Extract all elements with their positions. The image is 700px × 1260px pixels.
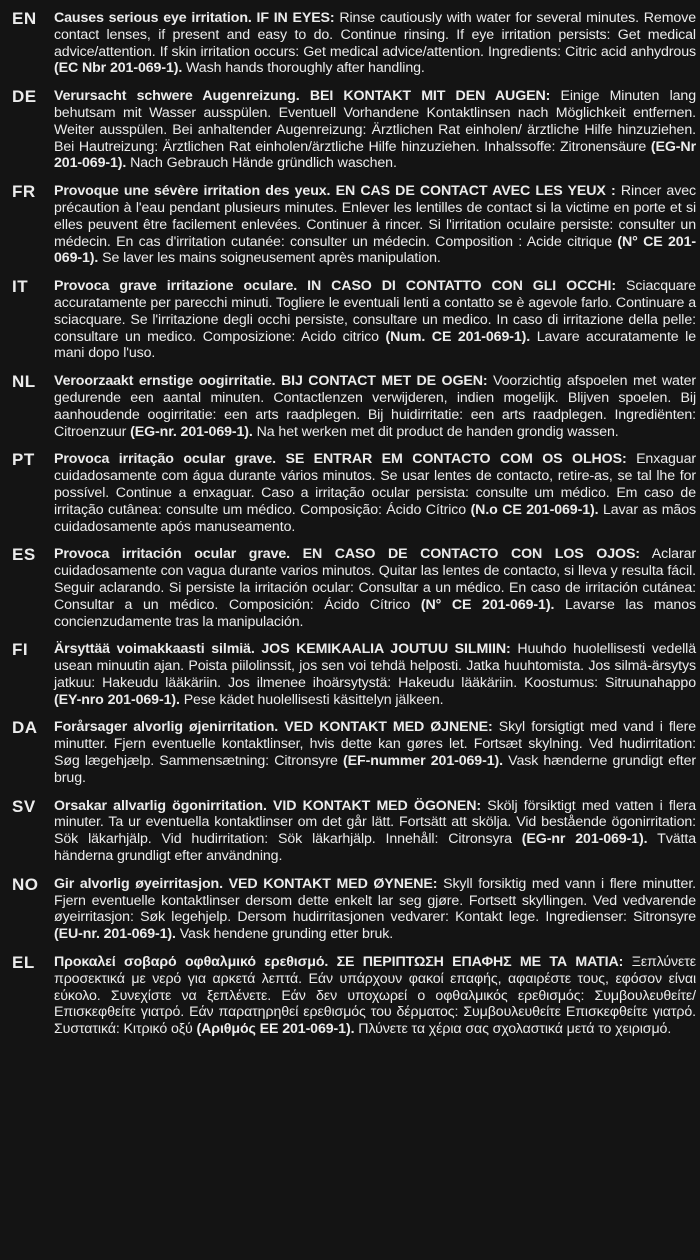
language-code: PT	[12, 450, 35, 470]
language-code: NL	[12, 372, 36, 392]
closing-text: Tvätta händerna grundligt efter användning.	[54, 831, 696, 865]
instruction-heading: JOS KEMIKAALIA JOUTUU SILMIIN:	[261, 641, 511, 658]
section-fi	[12, 641, 696, 708]
safety-text	[54, 641, 696, 708]
instruction-body: Skölj försiktigt med vatten i flera minuter. Ta ur eventuella kontaktlinser om det går lätt. Fortsätt att skölja. Vid bestående ögonirritation: Sök läkarhjälp. Vid hudirritation: Sök läkarhjälp. Innehåll: Citronsyra	[54, 797, 697, 848]
closing-text: Pese kädet huolellisesti käsittelyn jälkeen.	[183, 691, 444, 708]
instruction-body: Skyll forsiktig med vann i flere minutter. Fjern eventuelle kontaktlinser dersom dette enkelt lar seg gjøre. Fortsett skyllingen. Ved vedvarende øyeirritasjon: Søk legehjelp. Dersom hudirritasjonen vedvarer: Kontakt lege. Ingredienser: Sitronsyre	[54, 875, 696, 926]
ec-number: (EY-nro 201-069-1).	[54, 691, 180, 708]
section-fr	[12, 183, 696, 267]
language-code: FR	[12, 182, 36, 202]
safety-text	[54, 451, 696, 535]
instruction-body: Ξεπλύνετε προσεκτικά με νερό για αρκετά λεπτά. Εάν υπάρχουν φακοί επαφής, αφαιρέστε τους, εφόσον είναι εύκολο. Συνεχίστε να ξεπλένετε. Εάν δεν υποχωρεί ο οφθαλμικός ερεθισμός: Συμβουλευθείτε/Επισκεφθείτε γιατρό. Εάν παρατηρηθεί ερεθισμός του δέρματος: Συμβουλευθείτε Επισκεφθείτε γιατρό. Συστατικά: Κιτρικό οξύ	[54, 954, 696, 1038]
safety-text	[54, 373, 696, 440]
language-code: EN	[12, 9, 37, 28]
language-code: FI	[12, 640, 29, 660]
hazard-statement: Provoca grave irritazione oculare.	[54, 278, 298, 295]
hazard-statement: Provoca irritação ocular grave.	[54, 451, 276, 468]
instruction-heading: VED KONTAKT MED ØJNENE:	[284, 719, 493, 736]
section-el	[12, 954, 696, 1038]
section-sv	[12, 798, 696, 865]
ec-number: (EF-nummer 201-069-1).	[343, 753, 503, 770]
section-pt	[12, 451, 696, 535]
closing-text: Vask hænderne grundigt efter brug.	[54, 753, 696, 786]
hazard-statement: Causes serious eye irritation.	[54, 10, 252, 26]
instruction-heading: BEI KONTAKT MIT DEN AUGEN:	[309, 88, 551, 105]
language-code: SV	[12, 796, 36, 816]
instruction-heading: SE ENTRAR EM CONTACTO COM OS OLHOS:	[285, 451, 627, 468]
ec-number: (EG-nr. 201-069-1).	[130, 423, 253, 440]
ec-number: (EU-nr. 201-069-1).	[54, 926, 176, 943]
ec-number: (EG-nr 201-069-1).	[521, 831, 648, 848]
instruction-heading: EN CAS DE CONTACT AVEC LES YEUX :	[335, 183, 616, 200]
closing-text: Wash hands thoroughly after handling.	[186, 60, 425, 77]
safety-text	[54, 719, 696, 786]
ec-number: (Αριθμός ΕΕ 201-069-1).	[196, 1021, 355, 1038]
closing-text: Na het werken met dit product de handen grondig wassen.	[256, 423, 619, 440]
section-da	[12, 719, 696, 786]
instruction-body: Huuhdo huolellisesti vedellä usean minuutin ajan. Poista piilolinssit, jos sen voi tehdä helposti. Jatka huuhtomista. Jos silmä-ärsytys jatkuu: Hakeudu lääkäriin. Jos ilmenee ihoärsytystä: Hakeudu lääkäriin. Koostumus: Sitruunahappo	[54, 641, 697, 691]
instruction-body: Enxaguar cuidadosamente com água durante vários minutos. Se usar lentes de contacto, retire-as, se tal lhe for possível. Continue a enxaguar. Caso a irritação ocular persista: consulte um médico. Em caso de irritação cutânea: consulte um médico. Composição: Ácido Cítrico	[54, 451, 696, 518]
instruction-body: Skyl forsigtigt med vand i flere minutter. Fjern eventuelle kontaktlinser, hvis dette kan gøres let. Fortsæt skylning. Ved hudirritation: Søg lægehjælp. Sammensætning: Citronsyre	[54, 719, 697, 770]
ec-number: (EC Nbr 201-069-1).	[54, 60, 183, 77]
language-code: NO	[12, 874, 39, 894]
language-code: DE	[12, 87, 37, 107]
section-it	[12, 278, 696, 362]
instruction-body: Sciacquare accuratamente per parecchi minuti. Togliere le eventuali lenti a contatto se è agevole farlo. Continuare a sciacquare. Se l'irritazione degli occhi persiste, consultare un medico. In caso di irritazione della pelle: consultare un medico. Composizione: Acido citrico	[54, 278, 697, 345]
hazard-statement: Provoque une sévère irritation des yeux.	[54, 183, 331, 200]
safety-text	[54, 798, 696, 865]
hazard-statement: Gir alvorlig øyeirritasjon.	[54, 875, 223, 892]
ec-number: (Num. CE 201-069-1).	[385, 328, 531, 345]
instruction-heading: VID KONTAKT MED ÖGONEN:	[273, 797, 482, 814]
closing-text: Lavar as mãos cuidadosamente após manuseamento.	[54, 501, 696, 535]
hazard-statement: Προκαλεί σοβαρό οφθαλμικό ερεθισμό.	[54, 954, 329, 971]
hazard-statement: Forårsager alvorlig øjenirritation.	[54, 719, 279, 736]
closing-text: Se laver les mains soigneusement après manipulation.	[102, 250, 441, 267]
safety-text	[54, 876, 696, 943]
closing-text: Πλύνετε τα χέρια σας σχολαστικά μετά το χειρισμό.	[358, 1021, 672, 1038]
instruction-heading: IF IN EYES:	[256, 10, 335, 26]
section-de	[12, 88, 696, 172]
instruction-body: Voorzichtig afspoelen met water gedurende een aantal minuten. Contactlenzen verwijderen, indien mogelijk. Blijven spoelen. Bij aanhoudende oogirritatie: een arts raadplegen. Bij huidirritatie: een arts raadplegen. Ingrediënten: Citroenzuur	[54, 373, 697, 440]
safety-text	[54, 183, 696, 267]
instruction-heading: VED KONTAKT MED ØYNENE:	[228, 875, 438, 892]
instruction-heading: IN CASO DI CONTATTO CON GLI OCCHI:	[307, 278, 616, 295]
instruction-heading: ΣΕ ΠΕΡΙΠΤΩΣΗ ΕΠΑΦΗΣ ΜΕ ΤΑ ΜΑΤΙΑ:	[336, 954, 624, 971]
safety-text	[54, 278, 696, 362]
hazard-statement: Provoca irritación ocular grave.	[54, 546, 291, 563]
ec-number: (EG-Nr 201-069-1).	[54, 138, 696, 172]
language-code: IT	[12, 277, 29, 297]
instruction-body: Rincer avec précaution à l'eau pendant plusieurs minutes. Enlever les lentilles de contact si la victime en porte et si elles peuvent être facilement enlevées. Continuer à rincer. Si l'irritation oculaire persiste: consulter un médecin. En cas d'irritation cutanée: consulter un médecin. Composition : Acide citrique	[54, 183, 696, 250]
safety-text	[54, 546, 696, 630]
instruction-heading: BIJ CONTACT MET DE OGEN:	[280, 373, 488, 390]
safety-text	[54, 10, 696, 77]
hazard-statement: Verursacht schwere Augenreizung.	[54, 88, 300, 105]
hazard-statement: Orsakar allvarlig ögonirritation.	[54, 797, 267, 814]
closing-text: Lavare accuratamente le mani dopo l'uso.	[54, 328, 697, 362]
closing-text: Vask hendene grunding etter bruk.	[179, 926, 394, 943]
safety-text	[54, 954, 696, 1038]
section-es	[12, 546, 696, 630]
language-code: DA	[12, 718, 38, 738]
safety-text	[54, 88, 696, 172]
language-code: EL	[12, 953, 35, 973]
hazard-statement: Veroorzaakt ernstige oogirritatie.	[54, 373, 276, 390]
instruction-body: Einige Minuten lang behutsam mit Wasser ausspülen. Eventuell Vorhandene Kontaktlinsen nach Möglichkeit entfernen. Weiter ausspülen. Bei anhaltender Augenreizung: Ärztlichen Rat einholen/ ärztliche Hilfe hinzuziehen. Bei Hautreizung: Ärztlichen Rat einholen/ärztliche Hilfe hinzuziehen. Inhalssoffe: Zitronensäure	[54, 88, 697, 155]
ec-number: (N° CE 201-069-1).	[54, 233, 696, 267]
ec-number: (N.o CE 201-069-1).	[470, 501, 599, 518]
section-nl	[12, 373, 696, 440]
instruction-heading: EN CASO DE CONTACTO CON LOS OJOS:	[302, 546, 640, 563]
language-code: ES	[12, 545, 36, 565]
hazard-statement: Ärsyttää voimakkaasti silmiä.	[54, 641, 255, 658]
section-en	[12, 10, 696, 77]
closing-text: Nach Gebrauch Hände gründlich waschen.	[130, 155, 397, 172]
instruction-body: Rinse cautiously with water for several minutes. Remove contact lenses, if present and easy to do. Continue rinsing. If eye irritation persists: Get medical advice/attention. If skin irritation occurs: Get medical advice/attention. Ingredients: Citric acid anhydrous	[54, 10, 696, 60]
instruction-body: Aclarar cuidadosamente con vagua durante varios minutos. Quitar las lentes de contacto, si lleva y resulta fácil. Seguir aclarando. Si persiste la irritación ocular: Consultar a un médico. En caso de irritación cutánea: Consultar a un médico. Composición: Ácido Cítrico	[54, 546, 697, 613]
ec-number: (N° CE 201-069-1).	[420, 596, 555, 613]
section-no	[12, 876, 696, 943]
closing-text: Lavarse las manos concienzudamente tras la manipulación.	[54, 596, 696, 630]
